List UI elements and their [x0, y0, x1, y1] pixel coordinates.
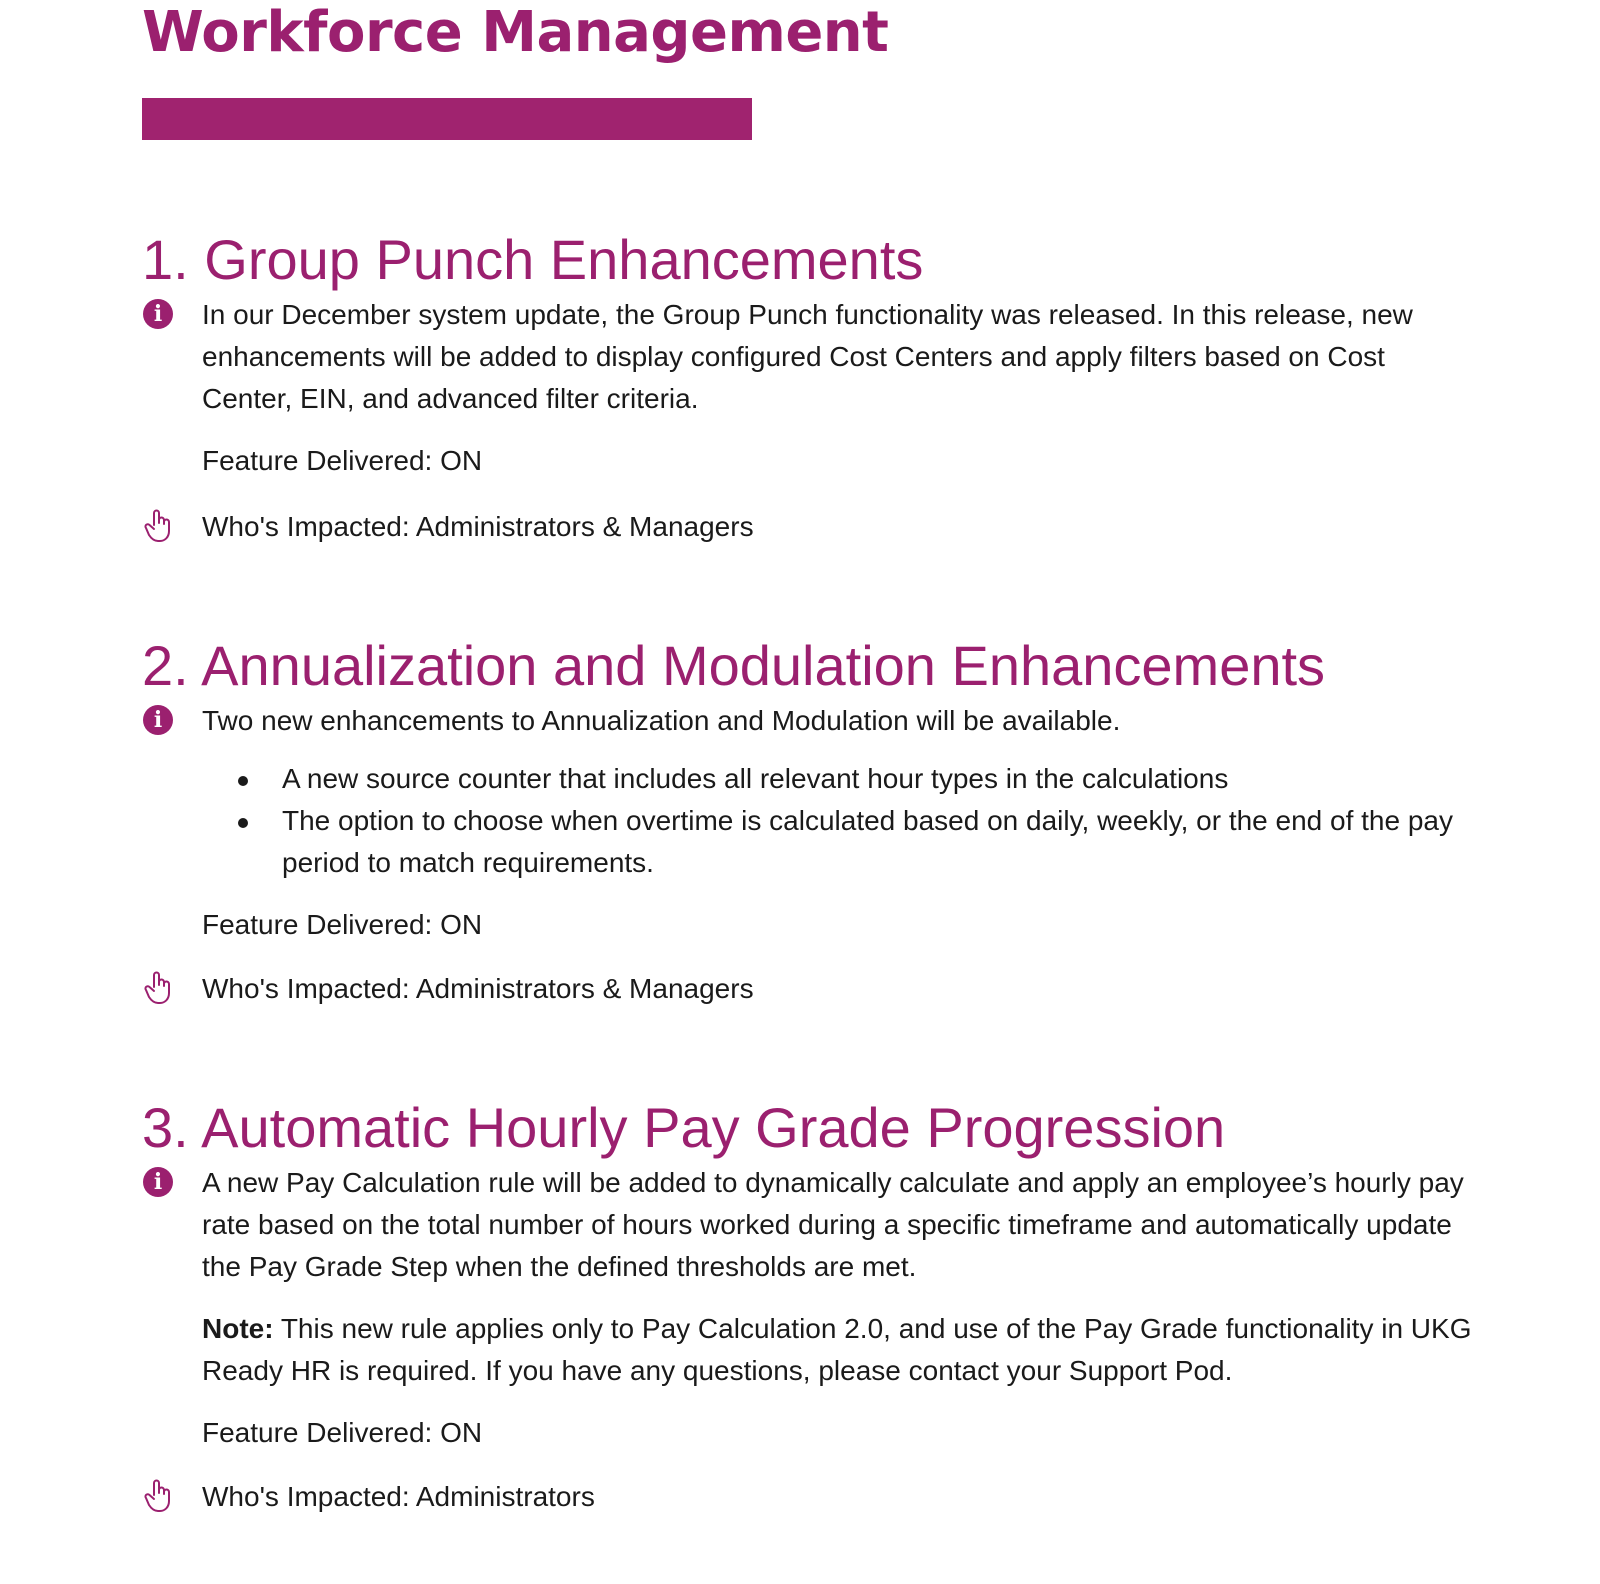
list-item: A new source counter that includes all relevant hour types in the calculations — [282, 758, 1472, 800]
section-description: Two new enhancements to Annualization and Modulation will be available. — [202, 705, 1121, 736]
whos-impacted-row — [142, 506, 1472, 548]
document-title: Workforce Management — [142, 0, 889, 65]
title-underline-bar — [142, 98, 752, 140]
feature-delivered-row — [142, 904, 1472, 946]
feature-delivered-row — [142, 440, 1472, 482]
section-heading: 2. Annualization and Modulation Enhancements — [142, 634, 1326, 697]
section-group-punch — [142, 228, 1472, 548]
pointing-hand-icon — [142, 510, 174, 542]
info-icon: i — [142, 298, 174, 330]
section-description-row — [142, 294, 1472, 420]
list-item: The option to choose when overtime is calculated based on daily, weekly, or the end of the pay period to match requirements. — [282, 800, 1472, 884]
whos-impacted: Who's Impacted: Administrators & Managers — [202, 511, 754, 542]
pointing-hand-icon — [142, 1480, 174, 1512]
info-icon: i — [142, 704, 174, 736]
section-annualization-modulation — [142, 634, 1472, 1010]
note-text: This new rule applies only to Pay Calculation 2.0, and use of the Pay Grade functionality in UKG Ready HR is required. If you have any questions, please contact your Support Pod. — [202, 1313, 1472, 1386]
note-paragraph — [202, 1308, 1472, 1392]
section-description-row — [142, 1162, 1472, 1288]
feature-delivered: Feature Delivered: ON — [202, 445, 483, 476]
section-heading: 1. Group Punch Enhancements — [142, 228, 924, 291]
whos-impacted: Who's Impacted: Administrators & Managers — [202, 973, 754, 1004]
section-description-row — [142, 700, 1472, 884]
whos-impacted-row — [142, 1476, 1472, 1518]
pointing-hand-icon — [142, 972, 174, 1004]
whos-impacted: Who's Impacted: Administrators — [202, 1481, 595, 1512]
feature-delivered: Feature Delivered: ON — [202, 909, 483, 940]
note-label: Note: — [202, 1313, 274, 1344]
enhancement-list — [202, 758, 1472, 884]
note-row — [142, 1308, 1472, 1392]
document-page — [142, 0, 1472, 1518]
section-heading: 3. Automatic Hourly Pay Grade Progression — [142, 1096, 1226, 1159]
whos-impacted-row — [142, 968, 1472, 1010]
feature-delivered: Feature Delivered: ON — [202, 1417, 483, 1448]
section-description: In our December system update, the Group Punch functionality was released. In this release, new enhancements will be added to display configured Cost Centers and apply filters based on Cost Center, EIN, and advanced filter criteria. — [202, 299, 1413, 414]
section-description: A new Pay Calculation rule will be added to dynamically calculate and apply an employee’s hourly pay rate based on the total number of hours worked during a specific timeframe and automatically update the Pay Grade Step when the defined thresholds are met. — [202, 1167, 1464, 1282]
feature-delivered-row — [142, 1412, 1472, 1454]
info-icon: i — [142, 1166, 174, 1198]
section-pay-grade-progression — [142, 1096, 1472, 1518]
